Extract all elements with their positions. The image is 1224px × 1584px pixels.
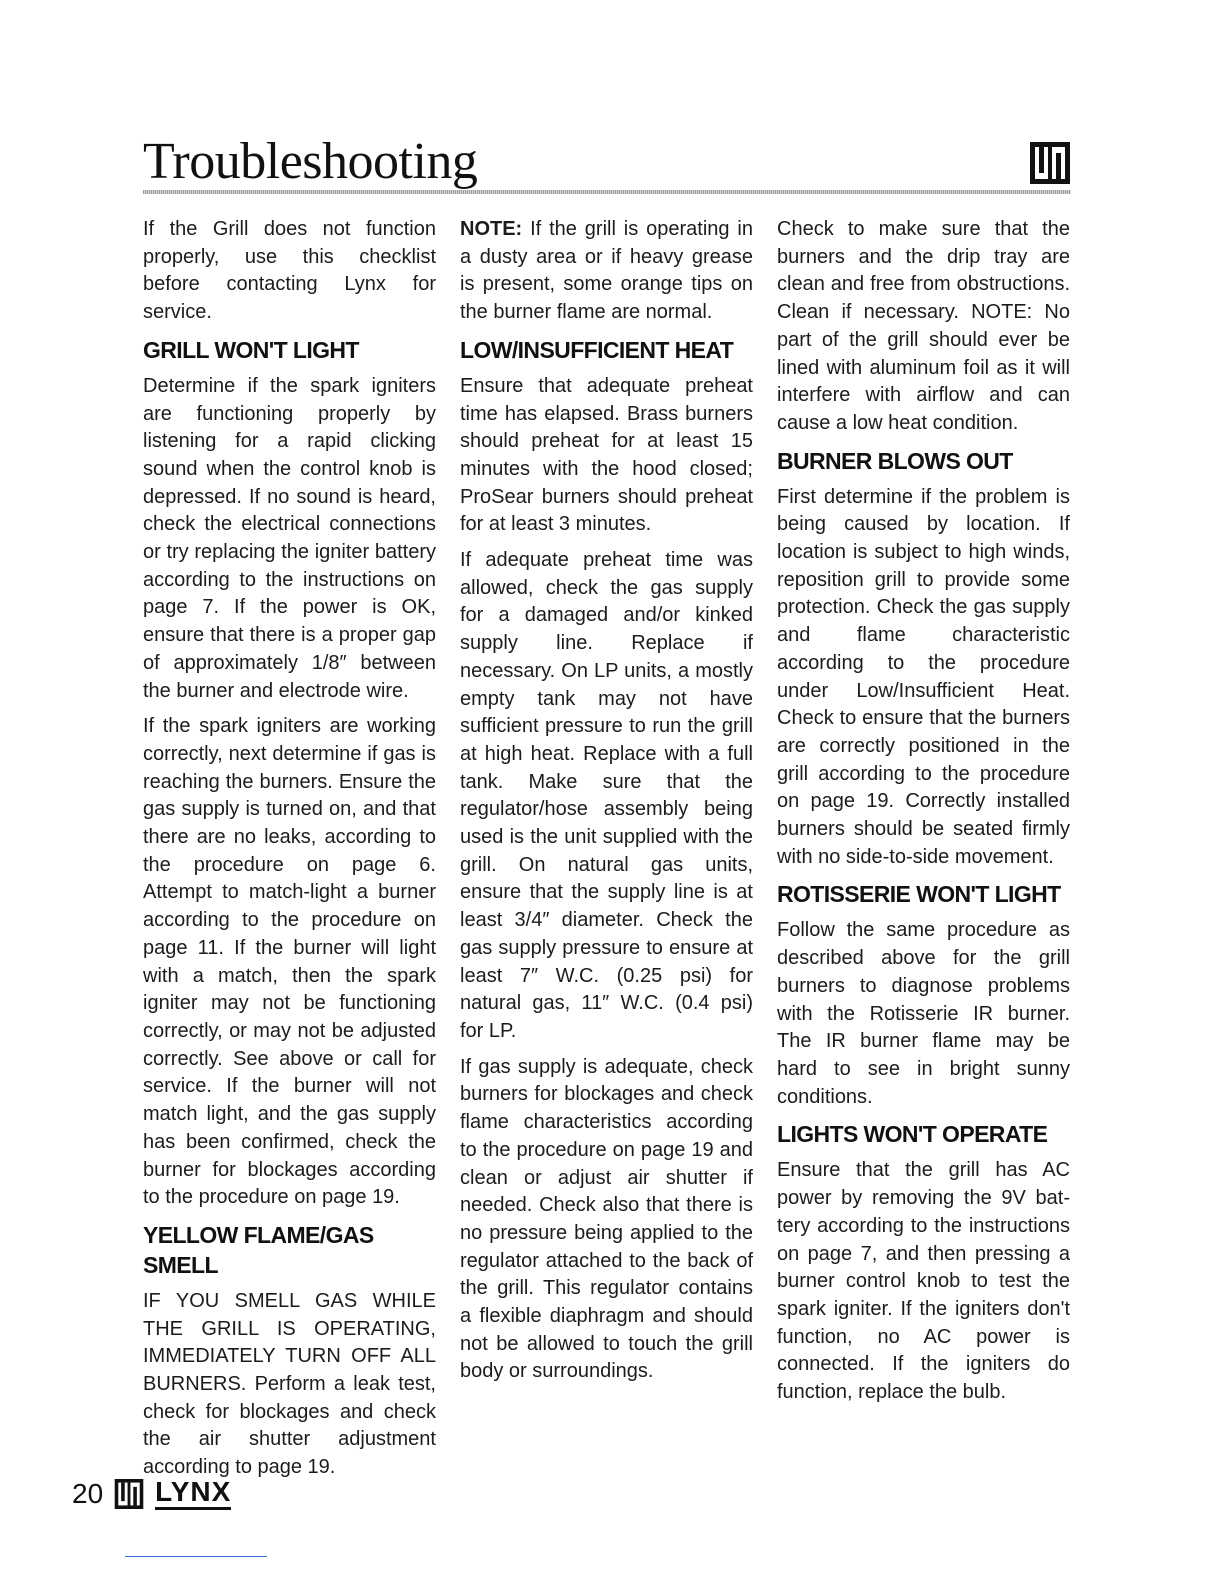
page-title: Troubleshooting — [143, 133, 478, 190]
paragraph: Check to make sure that the burners and the drip tray are clean and free from obstructions. Clean if necessary. NOTE: No part of the grill should ever be lined with aluminum foil as it will interfere with airflow and can cause a low heat condition. — [777, 218, 1070, 434]
paragraph: If adequate preheat time was allowed, check the gas supply for a damaged and/or kinked supply line. Replace if necessary. On LP units, a mostly empty tank may not have sufficient pressure to run the grill at high heat. Replace with a full tank. Make sure that the regulator/hose assembly being used is the unit supplied with the grill. On natural gas units, ensure that the supply line is at least 3/4″ diameter. Check the gas supply pressure to ensure at least 7″ W.C. (0.25 psi) for natural gas, 11″ W.C. (0.4 psi) for LP. — [460, 549, 753, 1042]
paragraph: If the spark igniters are working correctly, next determine if gas is reaching the burners. Ensure the gas supply is turned on, and that there are no leaks, according to the procedure on page 6. Attempt to match-light a burner according to the procedure on page 11. If the burner will light with a match, then the spark igniter may not be functioning correctly, or may not be adjusted correctly. See above or call for service. If the burner will not match light, and the gas supply has been confirmed, check the burner for blockages according to the procedure on page 19. — [143, 715, 436, 1209]
heading-lights: LIGHTS WON'T OPERATE — [777, 1121, 1048, 1148]
note-text: If the grill is operating in a dusty area or if heavy grease is present, some orange tips on the burner flame are normal. — [460, 218, 753, 324]
page-number: 20 — [72, 1478, 104, 1509]
intro-paragraph: If the Grill does not function properly, use this checklist before contacting Lynx for service. — [143, 218, 436, 324]
paragraph: Ensure that adequate preheat time has elapsed. Brass burners should preheat for at least 15 minutes with the hood closed; ProSear burners should preheat for at least 3 minutes. — [460, 374, 753, 536]
column-1 — [143, 216, 436, 1490]
paragraph: If gas supply is adequate, check burners for blockages and check flame characteristics according to the procedure on page 19 and clean or adjust air shutter if needed. Check also that there is no pressure being applied to the regulator attached to the back of the grill. This regulator contains a flexible diaphragm and should not be allowed to touch the grill body or surroundings. — [460, 1055, 753, 1383]
paragraph: First determine if the problem is being caused by location. If location is subject to high winds, reposition grill to provide some protection. Check the gas supply and flame characteristic according to the procedure under Low/Insufficient Heat. Check to ensure that the burners are correctly positioned in the grill according to the procedure on page 19. Correctly installed burners should be seated firmly with no side-to-side movement. — [777, 485, 1070, 868]
heading-yellow-flame: YELLOW FLAME/GAS SMELL — [143, 1221, 374, 1278]
brand-wordmark: LYNX — [155, 1478, 231, 1510]
heading-burner-blows-out: BURNER BLOWS OUT — [777, 447, 1013, 474]
note-paragraph — [460, 216, 753, 327]
column-3 — [777, 216, 1070, 1415]
footer-divider — [125, 1556, 267, 1557]
title-rule — [143, 190, 1071, 194]
column-2 — [460, 216, 753, 1394]
heading-low-heat: LOW/INSUFFICIENT HEAT — [460, 336, 734, 363]
paragraph: IF YOU SMELL GAS WHILE THE GRILL IS OPERATING, IMMEDIATELY TURN OFF ALL BURNERS. Perform a leak test, check for blockages and check the air shutter adjustment according to page 19. — [143, 1289, 436, 1479]
lynx-mark-icon — [113, 1479, 145, 1509]
paragraph: Ensure that the grill has AC power by removing the 9V battery according to the instructions on page 7, and then pressing a burner control knob to test the spark igniter. If the igniters don't function, no AC power is connected. If the igniters do function, replace the bulb. — [777, 1159, 1070, 1404]
lynx-logo-icon — [1030, 142, 1070, 184]
paragraph: Follow the same procedure as described above for the grill burners to diagnose problems with the Rotisserie IR burner. The IR burner flame may be hard to see in bright sunny conditions. — [777, 919, 1070, 1108]
page-footer — [72, 1474, 231, 1514]
note-label: NOTE: — [460, 218, 523, 240]
heading-rotisserie: ROTISSERIE WON'T LIGHT — [777, 881, 1061, 908]
paragraph: Determine if the spark igniters are functioning properly by listening for a rapid clicking sound when the control knob is depressed. If no sound is heard, check the electrical connections or try replacing the igniter battery according to the instructions on page 7. If the power is OK, ensure that there is a proper gap of approximately 1/8″ between the burner and electrode wire. — [143, 374, 436, 702]
heading-grill-wont-light: GRILL WON'T LIGHT — [143, 336, 359, 363]
